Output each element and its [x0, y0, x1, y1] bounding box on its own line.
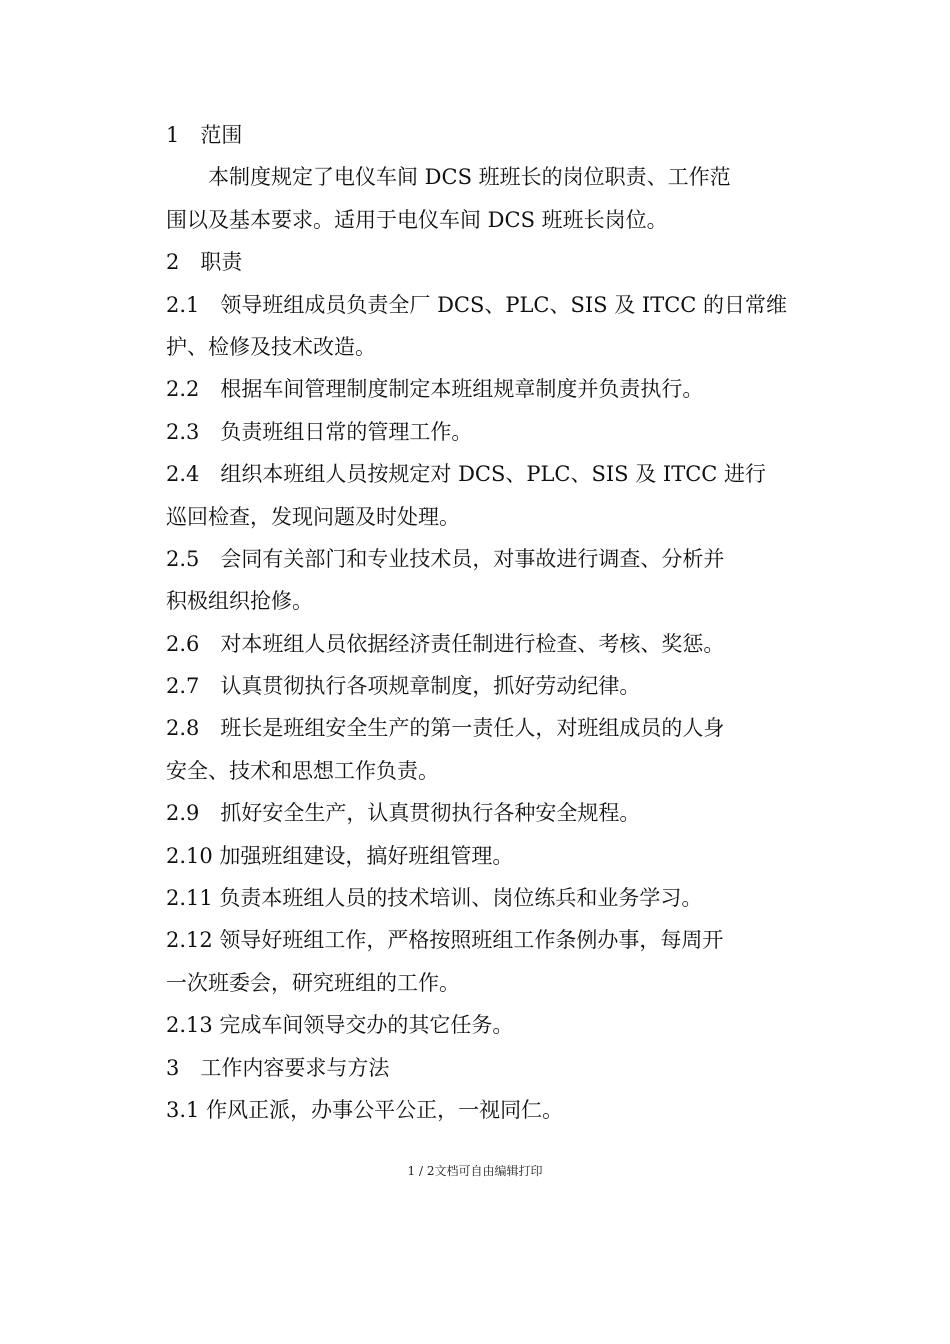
- paragraph-line: 2.13 完成车间领导交办的其它任务。: [166, 1013, 514, 1038]
- paragraph-line: 2.6 对本班组人员依据经济责任制进行检查、考核、奖惩。: [166, 631, 725, 656]
- document-body: [166, 114, 806, 1131]
- paragraph-line: 安全、技术和思想工作负责。: [166, 758, 439, 783]
- section-heading-work-content: 3 工作内容要求与方法: [166, 1055, 390, 1080]
- paragraph-line: 一次班委会，研究班组的工作。: [166, 970, 460, 995]
- page-footer: 1 / 2文档可自由编辑打印: [407, 1164, 543, 1178]
- paragraph-line: 2.5 会同有关部门和专业技术员，对事故进行调查、分析并: [166, 546, 725, 571]
- paragraph-line: 2.10 加强班组建设，搞好班组管理。: [166, 843, 514, 868]
- section-heading-scope: 1 范围: [166, 123, 243, 147]
- paragraph-line: 2.11 负责本班组人员的技术培训、岗位练兵和业务学习。: [166, 886, 703, 911]
- paragraph-line: 2.3 负责班组日常的管理工作。: [166, 419, 473, 444]
- paragraph-line: 2.8 班长是班组安全生产的第一责任人，对班组成员的人身: [166, 716, 725, 741]
- paragraph-line: 2.4 组织本班组人员按规定对 DCS、PLC、SIS 及 ITCC 进行: [166, 462, 767, 487]
- paragraph-line: 2.7 认真贯彻执行各项规章制度，抓好劳动纪律。: [166, 674, 641, 699]
- paragraph-line: 护、检修及技术改造。: [166, 334, 376, 359]
- paragraph-line: 本制度规定了电仪车间 DCS 班班长的岗位职责、工作范: [208, 165, 731, 190]
- paragraph-line: 2.1 领导班组成员负责全厂 DCS、PLC、SIS 及 ITCC 的日常维: [166, 292, 788, 317]
- paragraph-line: 3.1 作风正派，办事公平公正，一视同仁。: [166, 1097, 564, 1122]
- paragraph-line: 巡回检查，发现问题及时处理。: [166, 504, 460, 529]
- paragraph-line: 积极组织抢修。: [166, 589, 313, 614]
- paragraph-line: 2.9 抓好安全生产，认真贯彻执行各种安全规程。: [166, 801, 641, 826]
- paragraph-line: 2.2 根据车间管理制度制定本班组规章制度并负责执行。: [166, 377, 704, 402]
- paragraph-line: 2.12 领导好班组工作，严格按照班组工作条例办事，每周开: [166, 928, 724, 953]
- paragraph-line: 围以及基本要求。适用于电仪车间 DCS 班班长岗位。: [166, 207, 668, 232]
- section-heading-duties: 2 职责: [166, 250, 243, 275]
